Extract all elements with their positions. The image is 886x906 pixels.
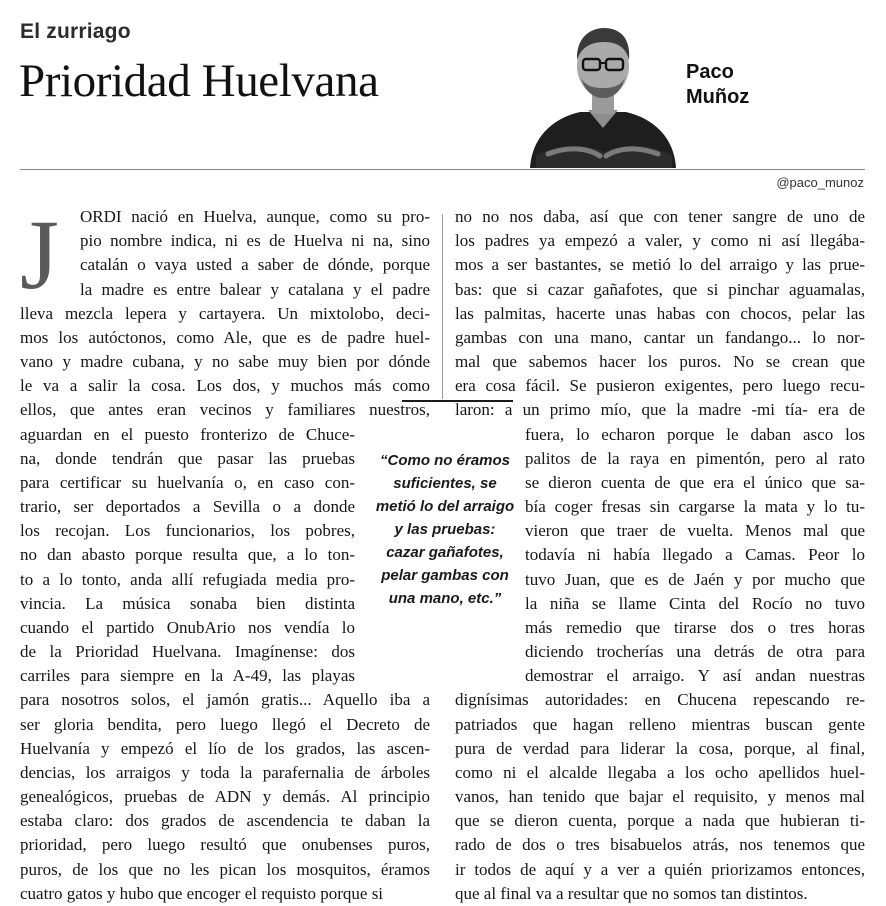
article-line: todavía ni había llegado a Camas. Peor lo [525, 545, 865, 565]
pullquote: “Como no éramos suficientes, se metió lo del arraigo y las pruebas: cazar gañafotes, pelar gambas con una mano, etc.” [375, 452, 515, 607]
article-line: genealógicos, pruebas de ADN y demás. Al principio [20, 787, 430, 807]
article-line: ser gloria bendita, pero luego llegó el Decreto de [20, 714, 430, 734]
article-line: gambas con una mano, cantar un fandango... lo nor- [455, 327, 865, 347]
section-label: El zurriago [20, 20, 131, 43]
article-line: laron: a un primo mío, que la madre -mi tía- era de [455, 400, 865, 420]
article-line: los recojan. Los funcionarios, los pobres, [20, 521, 355, 541]
article-line: no dan abasto porque resulta que, a lo ton- [20, 545, 355, 565]
article-line: pura de verdad para liderar la cosa, porque, al final, [455, 738, 865, 758]
article-line: patriados que hagan relleno mientras buscan gente [455, 714, 865, 734]
article-line: dencias, los arraigos y toda la parafernalia de árboles [20, 762, 430, 782]
article-line: para certificar su huelvanía o, en caso con- [20, 472, 355, 492]
article-line: dignísimas autoridades: en Chucena repescando re- [455, 690, 865, 710]
article-line: vano y madre cubana, y no sabe muy bien por dónde [20, 352, 430, 372]
article-line: aguardan en el puesto fronterizo de Chuce- [20, 424, 355, 444]
article-line: demostrar el arraigo. Y así andan nuestras [525, 666, 865, 686]
article-line: la niña se llame Cinta del Rocío no tuvo [525, 593, 865, 613]
article-line: para nosotros solos, el jamón gratis... Aquello iba a [20, 690, 430, 710]
article-line: que al final va a resultar que no somos tan distintos. [455, 883, 808, 903]
article-line: puros, de los que no les pican los mosquitos, éramos [20, 859, 430, 879]
article-line: mos a ser bastantes, se metió lo del arraigo y las prue- [455, 255, 865, 275]
drop-cap: J [20, 199, 59, 310]
article-line: los padres ya empezó a valer, y como ni así llegába- [455, 231, 865, 251]
article-line: mos los autóctonos, como Ale, que es de padre huel- [20, 327, 430, 347]
header-divider [20, 169, 865, 170]
article-line: se dieron cuenta de que era el único que sa- [525, 472, 865, 492]
column-divider [442, 214, 443, 399]
article-line: no no nos daba, así que con tener sangre de uno de [455, 207, 865, 226]
article-line: ir todos de aquí y a ver a quién priorizamos entonces, [455, 859, 865, 879]
article-line: ORDI nació en Huelva, aunque, como su pro- [80, 207, 430, 226]
article-line: que se dieron cuenta, porque a nada que hubieran ti- [455, 811, 865, 831]
article-line: vieron que traer de vuelta. Menos mal que [525, 521, 865, 541]
article-line: vanos, han tenido que bajar el requisito, y menos mal [455, 787, 865, 807]
article-line: mal que sabemos hacer los puros. No se crean que [455, 352, 865, 372]
article-line: to a lo tonto, anda allí refugiada media pro- [20, 569, 355, 589]
article-line: pio nombre indica, ni es de Huelva ni na, sino [80, 231, 430, 251]
article-line: diciendo trocherías una detrás de otra para [525, 642, 865, 662]
article-line: tuvo Juan, que es de Jaén y por mucho que [525, 569, 865, 589]
article-line: na, donde tendrán que pasar las pruebas [20, 448, 355, 468]
article-line: fuera, lo echaron porque le daban asco los [525, 424, 865, 444]
article-line: catalán o vaya usted a saber de dónde, porque [80, 255, 430, 275]
article-line: ellos, que antes eran vecinos y familiares nuestros, [20, 400, 430, 420]
article-line: más remedio que tirarse dos o tres horas [525, 617, 865, 637]
article-line: como ni el alcalde llegaba a los ocho apellidos huel- [455, 762, 865, 782]
article-line: cuatro gatos y hubo que encoger el requisto porque si [20, 883, 384, 903]
article-line: lleva mezcla lepera y cartayera. Un mixtolobo, deci- [20, 303, 430, 323]
article-line: de la Prioridad Huelvana. Imagínense: dos [20, 642, 355, 662]
author-first-name: Paco [686, 61, 734, 83]
article-line: bía coger fresas sin cargarse la mata y lo tu- [525, 497, 865, 517]
article-line: era cosa fácil. Se pusieron exigentes, pero luego recu- [455, 376, 865, 396]
author-name [686, 60, 749, 110]
article-line: cuando el partido OnubArio nos vendía lo [20, 617, 355, 637]
article-line: vincia. La música sonaba bien distinta [20, 593, 355, 613]
article-line: trario, ser deportados a Sevilla o a donde [20, 497, 355, 517]
author-photo [528, 18, 678, 168]
headline: Prioridad Huelvana [19, 55, 379, 107]
article-line: Huelvanía y empezó el lío de los grados, las ascen- [20, 738, 430, 758]
article-line: las palmitas, hacerte unas habas con chocos, pelar las [455, 303, 865, 323]
article-line: palitos de la raya en pimentón, pero al rato [525, 448, 865, 468]
author-handle: @paco_munoz [776, 175, 864, 190]
article-line: le va a salir la cosa. Los dos, y muchos más como [20, 376, 430, 396]
article-line: estaba claro: dos grados de ascendencia te daban la [20, 811, 430, 831]
article-line: prioridad, pero luego resultó que onubenses puros, [20, 835, 430, 855]
article-line: la madre es entre balear y catalana y el padre [80, 279, 430, 299]
author-last-name: Muñoz [686, 86, 750, 108]
article-line: carriles para siempre en la A-49, las playas [20, 666, 355, 686]
article-line: bas: que si cazar gañafotes, que si pinchar aguamalas, [455, 279, 865, 299]
article-line: rado de dos o tres bisabuelos atrás, nos tenemos que [455, 835, 865, 855]
